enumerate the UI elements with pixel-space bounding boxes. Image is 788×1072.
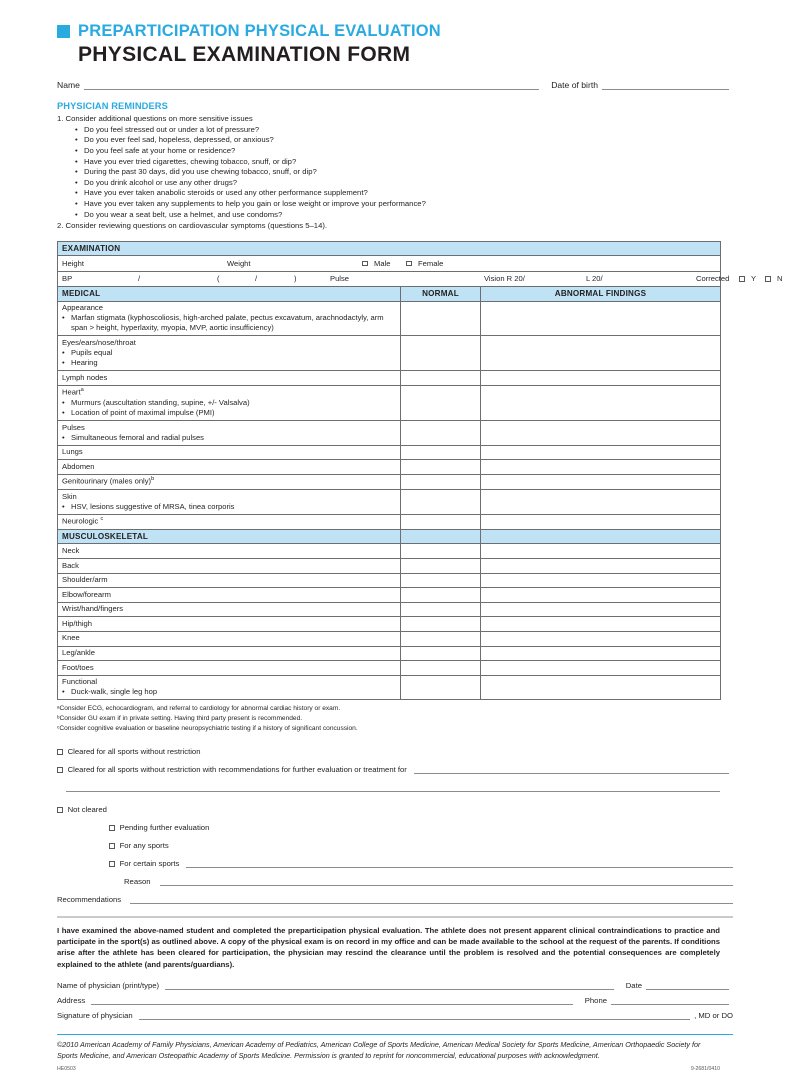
normal-cell[interactable]: [401, 371, 481, 386]
row-title: Back: [62, 560, 79, 570]
row-title: Lymph nodes: [62, 372, 108, 382]
reminder-question: • Do you ever feel sad, hopeless, depressed, or anxious?: [75, 134, 733, 145]
checkbox-for-any-sports[interactable]: [109, 843, 115, 849]
pulse-label: Pulse: [330, 274, 349, 284]
normal-column-header: NORMAL: [401, 287, 481, 302]
abnormal-cell[interactable]: [481, 661, 721, 676]
suboption-any-sports-label: For any sports: [119, 841, 169, 850]
footer-code-right: 9-2681/0410: [690, 1065, 720, 1072]
table-row: [58, 544, 721, 559]
table-row: [58, 631, 721, 646]
clearance-option-2[interactable]: [57, 765, 733, 774]
abnormal-cell[interactable]: [481, 675, 721, 700]
exam-row-label: [58, 617, 401, 632]
row-title: Abdomen: [62, 461, 95, 471]
abnormal-cell[interactable]: [481, 474, 721, 489]
row-bullet: Duck-walk, single leg hop: [71, 687, 158, 697]
row-title: Pulses: [62, 422, 85, 432]
clearance-option-1-label: Cleared for all sports without restriction: [67, 747, 201, 756]
copyright-notice: ©2010 American Academy of Family Physicians, American Academy of Pediatrics, American College of Sports Medicine, American Medical Society for Sports Medicine, American Orthopaedic Society for Sports Medicine, and American Osteopathic Academy of Sports Medicine. Permission is granted to reprint for noncommercial, educational purposes with acknowledgment.: [57, 1039, 701, 1060]
row-bullet: Marfan stigmata (kyphoscoliosis, high-arched palate, pectus excavatum, arachnodactyly, arm span > height, hyperlaxity, myopia, MVP, aortic insufficiency): [71, 313, 384, 333]
footnote-marker-a: a: [80, 387, 84, 394]
divider-above-attestation: [57, 916, 733, 918]
normal-cell[interactable]: [401, 336, 481, 371]
footnote-c: ᶜConsider cognitive evaluation or baseline neuropsychiatric testing if a history of significant concussion.: [57, 724, 358, 732]
phone-input[interactable]: [611, 996, 729, 1005]
recommendations-label: Recommendations: [57, 895, 122, 904]
reminder-question: • Do you wear a seat belt, use a helmet, and use condoms?: [75, 208, 733, 219]
abnormal-cell[interactable]: [481, 421, 721, 446]
corrected-no-label: N: [777, 274, 783, 284]
abnormal-cell[interactable]: [481, 559, 721, 574]
exam-row-label: [58, 371, 401, 386]
abnormal-cell[interactable]: [481, 301, 721, 336]
medical-band-label: MEDICAL: [58, 287, 401, 302]
row-bullet: Hearing: [71, 358, 98, 368]
checkbox-not-cleared[interactable]: [57, 807, 63, 813]
abnormal-cell[interactable]: [481, 336, 721, 371]
table-row: [58, 301, 721, 336]
name-input[interactable]: [84, 81, 539, 90]
row-bullet: Murmurs (auscultation standing, supine, +/- Valsalva): [71, 397, 250, 407]
normal-cell[interactable]: [401, 588, 481, 603]
row-title: Eyes/ears/nose/throat: [62, 337, 136, 347]
reason-label: Reason: [124, 877, 151, 886]
exam-row-label: [58, 675, 401, 700]
musculoskeletal-band-row: [58, 529, 721, 544]
checkbox-for-certain-sports[interactable]: [109, 861, 115, 867]
normal-cell[interactable]: [401, 573, 481, 588]
suboption-pending-label: Pending further evaluation: [119, 823, 210, 832]
row-title: Foot/toes: [62, 662, 94, 672]
bp-label: BP: [62, 274, 73, 284]
identity-line: [57, 80, 733, 90]
clearance-option-2-input[interactable]: [414, 765, 729, 774]
vision-right-label: Vision R 20/: [484, 274, 525, 284]
normal-cell[interactable]: [401, 474, 481, 489]
row-title: Hip/thigh: [62, 618, 92, 628]
normal-cell[interactable]: [401, 675, 481, 700]
exam-row-label: [58, 474, 401, 489]
abnormal-cell[interactable]: [481, 385, 721, 420]
clearance-option-2-input-line2[interactable]: [66, 784, 720, 792]
physician-name-line: [57, 981, 733, 990]
physician-signature-line: [57, 1011, 733, 1020]
row-title: Leg/ankle: [62, 648, 95, 658]
weight-label: Weight: [227, 258, 251, 268]
row-title: Knee: [62, 633, 80, 643]
normal-cell[interactable]: [401, 544, 481, 559]
musculoskeletal-band-label: MUSCULOSKELETAL: [58, 529, 401, 544]
exam-row-label: [58, 602, 401, 617]
bp-slash-2: /: [255, 274, 258, 284]
row-title: Neck: [62, 545, 80, 555]
page-title: PHYSICAL EXAMINATION FORM: [78, 43, 411, 66]
exam-row-label: [58, 631, 401, 646]
male-checkbox[interactable]: [362, 259, 371, 268]
exam-row-label: [58, 490, 401, 515]
normal-cell[interactable]: [401, 559, 481, 574]
table-row: [58, 385, 721, 420]
date-label: Date: [625, 980, 642, 990]
physician-reminders-heading: PHYSICIAN REMINDERS: [57, 101, 168, 111]
exam-row-label: [58, 421, 401, 446]
table-row: [58, 460, 721, 475]
normal-cell[interactable]: [401, 301, 481, 336]
examination-band-label: EXAMINATION: [58, 241, 721, 256]
row-title: Appearance: [62, 303, 103, 313]
normal-cell[interactable]: [401, 445, 481, 460]
physician-reminders-list: [57, 113, 733, 230]
corrected-yes-checkbox[interactable]: [739, 274, 748, 283]
abnormal-cell[interactable]: [481, 646, 721, 661]
normal-cell[interactable]: [401, 602, 481, 617]
row-bullet: Location of point of maximal impulse (PMI): [71, 408, 215, 418]
table-row: [58, 617, 721, 632]
address-label: Address: [57, 995, 86, 1005]
address-line: [57, 996, 733, 1005]
row-title: Functional: [62, 677, 98, 687]
examination-table: [57, 241, 783, 701]
normal-cell[interactable]: [401, 385, 481, 420]
bp-paren-open: (: [217, 274, 220, 284]
reminder-item-1: 1. Consider additional questions on more sensitive issues: [57, 114, 253, 124]
attestation-statement: I have examined the above-named student and completed the preparticipation physical evaluation. The athlete does not present apparent clinical contraindications to practice and participate in the sport(s) as outlined above. A copy of the physical exam is on record in my office and can be made available to the school at the request of the parents. If conditions arise after the athlete has been cleared for participation, the physician may rescind the clearance until the problem is resolved and the potential consequences are completely explained to the athlete (and parents/guardians).: [57, 926, 720, 969]
clearance-option-3-label: Not cleared: [67, 805, 107, 814]
exam-row-label: [58, 573, 401, 588]
abnormal-cell[interactable]: [481, 445, 721, 460]
exam-row-label: [58, 336, 401, 371]
footnote-marker-c: c: [100, 516, 104, 523]
row-title: Elbow/forearm: [62, 589, 111, 599]
divider-footer: [57, 1034, 733, 1035]
physician-name-input[interactable]: [165, 981, 614, 990]
clearance-option-2-label: Cleared for all sports without restriction with recommendations for further evaluation or treatment for: [67, 765, 407, 774]
table-row: [58, 602, 721, 617]
exam-row-label: [58, 445, 401, 460]
footnote-b: ᵇConsider GU exam if in private setting. Having third party present is recommended.: [57, 714, 303, 722]
normal-cell[interactable]: [401, 460, 481, 475]
recommendations-input[interactable]: [130, 895, 733, 904]
row-title: Skin: [62, 491, 77, 501]
reminder-question: • Have you ever taken any supplements to help you gain or lose weight or improve your performance?: [75, 197, 733, 208]
md-or-do-label: , MD or DO: [694, 1010, 733, 1020]
table-row: [58, 421, 721, 446]
table-row: [58, 675, 721, 700]
row-bullet: HSV, lesions suggestive of MRSA, tinea corporis: [71, 501, 235, 511]
form-eyebrow-title: PREPARTICIPATION PHYSICAL EVALUATION: [78, 22, 441, 40]
reminder-question: • Do you drink alcohol or use any other drugs?: [75, 176, 733, 187]
row-title: Genitourinary (males only): [62, 477, 152, 487]
abnormal-cell[interactable]: [481, 514, 721, 529]
exam-row-label: [58, 588, 401, 603]
row-bullet: Simultaneous femoral and radial pulses: [71, 432, 204, 442]
examination-band-row: [58, 241, 721, 256]
signature-label: Signature of physician: [57, 1010, 133, 1020]
corrected-no-checkbox[interactable]: [765, 274, 774, 283]
checkbox-cleared-no-restriction[interactable]: [57, 749, 63, 755]
date-of-birth-label: Date of birth: [551, 80, 598, 90]
reason-input[interactable]: [160, 877, 734, 886]
musculoskeletal-band-abnormal: [481, 529, 721, 544]
signature-input[interactable]: [139, 1011, 690, 1020]
abnormal-cell[interactable]: [481, 617, 721, 632]
abnormal-cell[interactable]: [481, 631, 721, 646]
normal-cell[interactable]: [401, 617, 481, 632]
clearance-option-1[interactable]: [57, 747, 733, 756]
corrected-label: Corrected: [696, 274, 730, 284]
form-title-block: [57, 22, 733, 41]
normal-cell[interactable]: [401, 661, 481, 676]
abnormal-cell[interactable]: [481, 371, 721, 386]
reminder-item-2: 2. Consider reviewing questions on cardiovascular symptoms (questions 5–14).: [57, 220, 328, 230]
exam-row-label: [58, 460, 401, 475]
footnotes-block: [57, 704, 733, 734]
reason-line: [124, 877, 733, 886]
table-row: [58, 588, 721, 603]
row-bullet: Pupils equal: [71, 348, 113, 358]
phone-label: Phone: [584, 995, 607, 1005]
normal-cell[interactable]: [401, 646, 481, 661]
reminder-question: • During the past 30 days, did you use chewing tobacco, snuff, or dip?: [75, 166, 733, 177]
abnormal-cell[interactable]: [481, 602, 721, 617]
table-row: [58, 445, 721, 460]
medical-header-row: [58, 287, 721, 302]
exam-row-label: [58, 514, 401, 529]
table-row: [58, 573, 721, 588]
female-checkbox[interactable]: [406, 259, 415, 268]
checkbox-pending-further-evaluation[interactable]: [109, 825, 115, 831]
row-title: Heart: [62, 387, 81, 397]
date-input[interactable]: [646, 981, 729, 990]
bp-paren-close: ): [294, 274, 297, 284]
not-cleared-suboption-any-sports[interactable]: [109, 841, 733, 850]
vision-left-label: L 20/: [586, 274, 603, 284]
exam-row-label: [58, 646, 401, 661]
footer-code-left: HE0503: [57, 1065, 76, 1072]
checkbox-cleared-with-recommendations[interactable]: [57, 767, 63, 773]
exam-row-label: [58, 385, 401, 420]
abnormal-cell[interactable]: [481, 490, 721, 515]
blue-square-icon: [57, 25, 70, 38]
clearance-section: [57, 747, 733, 904]
exam-row-label: [58, 661, 401, 676]
exam-row-label: [58, 544, 401, 559]
table-row: [58, 661, 721, 676]
footnote-a: ᵃConsider ECG, echocardiogram, and referral to cardiology for abnormal cardiac history or exam.: [57, 704, 341, 712]
table-row: [58, 559, 721, 574]
male-label: Male: [374, 258, 391, 268]
table-row: [58, 646, 721, 661]
exam-row-label: [58, 559, 401, 574]
row-title: Wrist/hand/fingers: [62, 604, 124, 614]
reminder-question: • Have you ever taken anabolic steroids or used any other performance supplement?: [75, 187, 733, 198]
reminder-sub-questions: [75, 123, 733, 218]
footnote-marker-b: b: [151, 476, 155, 483]
not-cleared-suboption-pending[interactable]: [109, 823, 733, 832]
height-weight-sex-row: [58, 256, 721, 272]
bp-slash-1: /: [138, 274, 141, 284]
normal-cell[interactable]: [401, 514, 481, 529]
row-title: Shoulder/arm: [62, 575, 108, 585]
certain-sports-input[interactable]: [186, 859, 733, 868]
musculoskeletal-band-normal: [401, 529, 481, 544]
recommendations-line: [57, 895, 733, 904]
not-cleared-suboption-certain-sports[interactable]: [109, 859, 733, 868]
table-row: [58, 474, 721, 489]
corrected-yes-label: Y: [751, 274, 757, 284]
footer-codes: [57, 1066, 720, 1072]
reminder-question: • Do you feel stressed out or under a lot of pressure?: [75, 123, 733, 134]
abnormal-cell[interactable]: [481, 460, 721, 475]
abnormal-cell[interactable]: [481, 573, 721, 588]
normal-cell[interactable]: [401, 631, 481, 646]
table-row: [58, 514, 721, 529]
reminder-question: • Have you ever tried cigarettes, chewing tobacco, snuff, or dip?: [75, 155, 733, 166]
female-label: Female: [418, 258, 444, 268]
abnormal-cell[interactable]: [481, 588, 721, 603]
name-label: Name: [57, 80, 80, 90]
exam-row-label: [58, 301, 401, 336]
height-label: Height: [62, 258, 84, 268]
row-title: Lungs: [62, 447, 83, 457]
normal-cell[interactable]: [401, 421, 481, 446]
row-title: Neurologic: [62, 516, 99, 526]
reminder-question: • Do you feel safe at your home or residence?: [75, 144, 733, 155]
table-row: [58, 336, 721, 371]
table-row: [58, 490, 721, 515]
signature-block: [57, 981, 733, 1020]
bp-pulse-vision-row: [58, 271, 721, 287]
abnormal-findings-column-header: ABNORMAL FINDINGS: [481, 287, 721, 302]
clearance-option-not-cleared[interactable]: [57, 805, 733, 814]
date-of-birth-input[interactable]: [602, 81, 729, 90]
normal-cell[interactable]: [401, 490, 481, 515]
suboption-certain-sports-label: For certain sports: [119, 859, 180, 868]
address-input[interactable]: [91, 996, 573, 1005]
physician-name-label: Name of physician (print/type): [57, 980, 160, 990]
table-row: [58, 371, 721, 386]
abnormal-cell[interactable]: [481, 544, 721, 559]
